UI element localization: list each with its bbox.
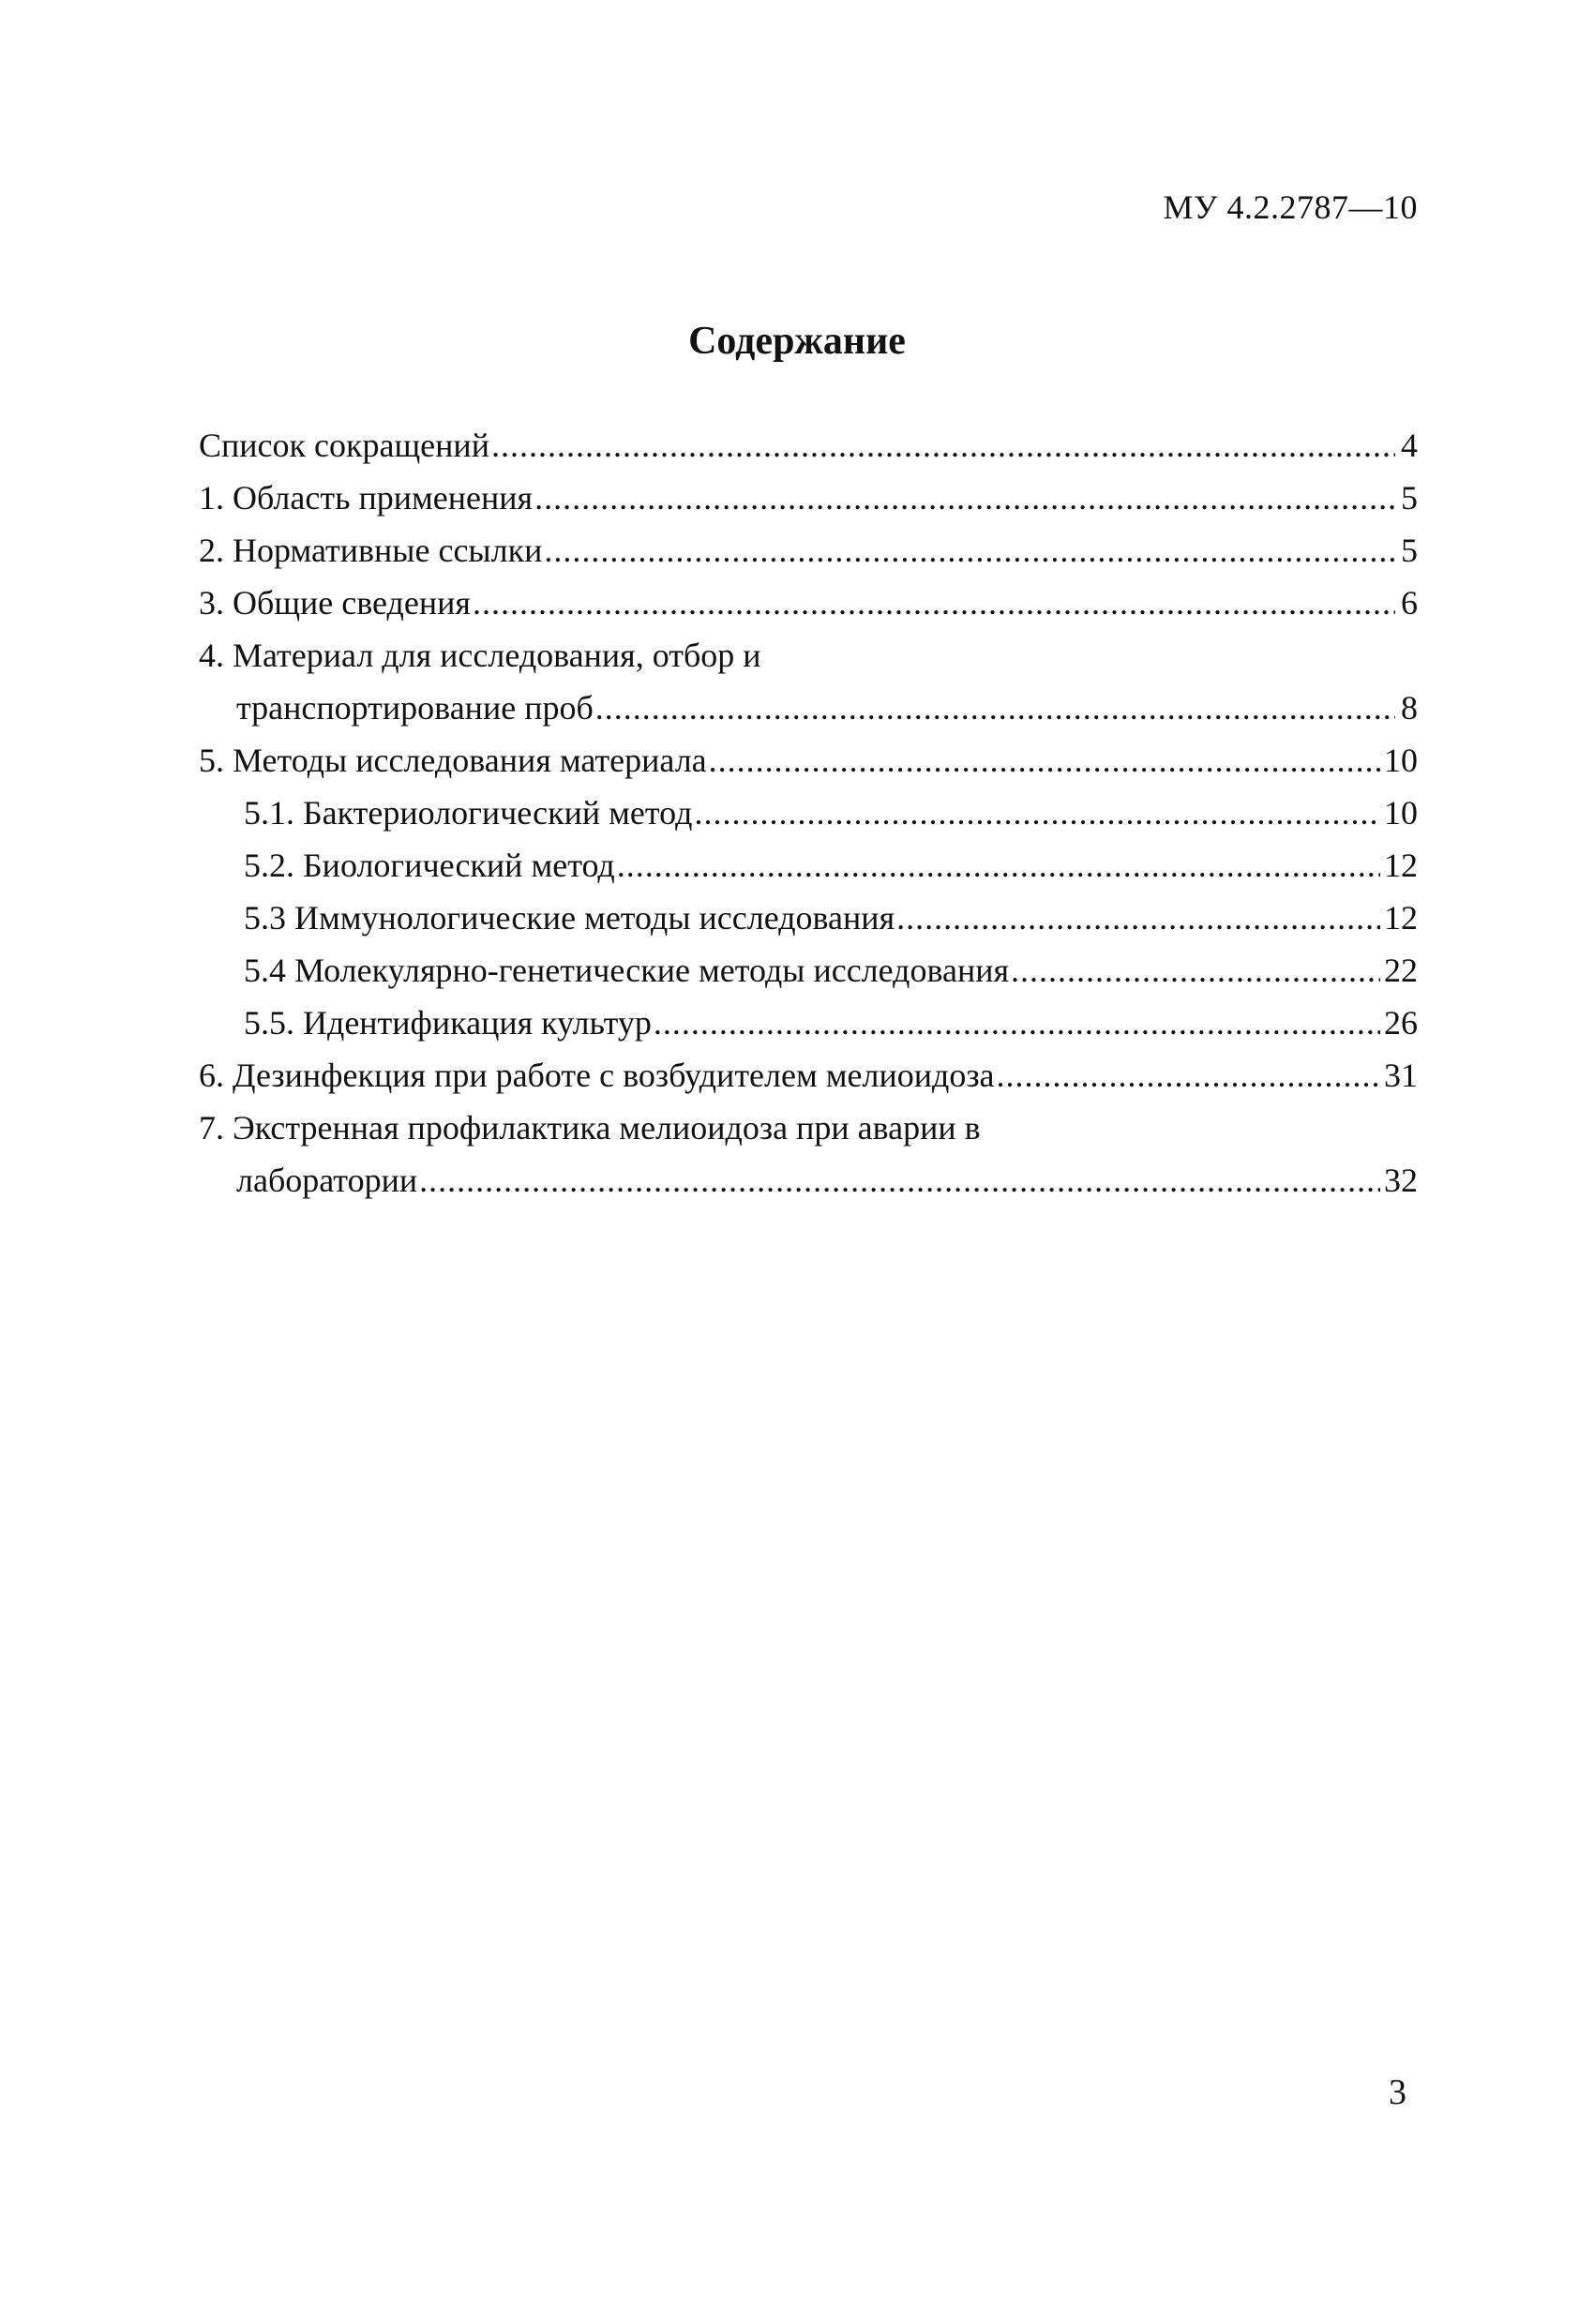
- toc-leader-dots: [534, 472, 1395, 524]
- toc-entry-page: 8: [1401, 689, 1418, 727]
- toc-subentry: [199, 997, 1418, 1049]
- toc-subentry: [199, 839, 1418, 892]
- toc-entry-page: 5: [1401, 479, 1418, 517]
- toc-subentry: [199, 892, 1418, 944]
- toc-entry-page: 10: [1384, 742, 1418, 779]
- toc-entry-page: 31: [1384, 1057, 1418, 1094]
- toc-entry-label: 3. Общие сведения: [199, 584, 471, 622]
- toc-entry-label: 5. Методы исследования материала: [199, 742, 707, 779]
- toc-leader-dots: [473, 577, 1395, 629]
- toc-entry-page: 26: [1384, 1004, 1418, 1042]
- toc-entry-label: 6. Дезинфекция при работе с возбудителем мелиоидоза: [199, 1057, 995, 1094]
- toc-leader-dots: [419, 1154, 1380, 1207]
- toc-entry: [199, 524, 1418, 577]
- toc-leader-dots: [1011, 944, 1380, 997]
- toc-entry-label: 5.1. Бактериологический метод: [244, 794, 693, 832]
- toc-entry-page: 4: [1401, 427, 1418, 464]
- toc-leader-dots: [654, 997, 1380, 1049]
- document-code: МУ 4.2.2787—10: [1163, 188, 1418, 226]
- toc-entry: [199, 682, 1418, 734]
- toc-entry-label: Список сокращений: [199, 427, 489, 464]
- toc-entry-page: 6: [1401, 584, 1418, 622]
- toc-entry-page: 12: [1384, 899, 1418, 937]
- toc-leader-dots: [617, 839, 1380, 892]
- page-number: 3: [1389, 2073, 1406, 2112]
- toc-entry-page: 12: [1384, 847, 1418, 884]
- toc-leader-dots: [997, 1049, 1380, 1102]
- toc-leader-dots: [709, 734, 1380, 787]
- toc-entry: [199, 472, 1418, 524]
- toc-subentry: [199, 944, 1418, 997]
- toc-entry-page: 22: [1384, 952, 1418, 989]
- toc-leader-dots: [491, 419, 1395, 472]
- toc-entry: [199, 577, 1418, 629]
- toc-entry: [199, 734, 1418, 787]
- toc-entry-page: 5: [1401, 532, 1418, 569]
- toc-entry-label: транспортирование проб: [236, 689, 594, 727]
- table-of-contents: [199, 419, 1418, 1207]
- toc-entry-label: 5.4 Молекулярно-генетические методы исследования: [244, 952, 1010, 989]
- toc-entry-label: 1. Область применения: [199, 479, 534, 517]
- toc-entry: [199, 1049, 1418, 1102]
- toc-subentry: [199, 787, 1418, 839]
- toc-entry-label: 2. Нормативные ссылки: [199, 532, 543, 569]
- toc-entry-label: лаборатории: [236, 1162, 418, 1199]
- toc-entry-page: 10: [1384, 794, 1418, 832]
- toc-entry-label-line1: 4. Материал для исследования, отбор и: [199, 637, 761, 674]
- toc-leader-dots: [694, 787, 1380, 839]
- toc-leader-dots: [595, 682, 1395, 734]
- toc-leader-dots: [896, 892, 1380, 944]
- toc-entry-label: 5.5. Идентификация культур: [244, 1004, 652, 1042]
- toc-title: Содержание: [688, 320, 906, 363]
- toc-entry: [199, 419, 1418, 472]
- toc-entry-label-line1: 7. Экстренная профилактика мелиоидоза при аварии в: [199, 1109, 981, 1147]
- toc-entry-label: 5.3 Иммунологические методы исследования: [244, 899, 895, 937]
- toc-entry: [199, 1154, 1418, 1207]
- toc-entry-page: 32: [1384, 1162, 1418, 1199]
- toc-entry-label: 5.2. Биологический метод: [244, 847, 615, 884]
- toc-leader-dots: [544, 524, 1395, 577]
